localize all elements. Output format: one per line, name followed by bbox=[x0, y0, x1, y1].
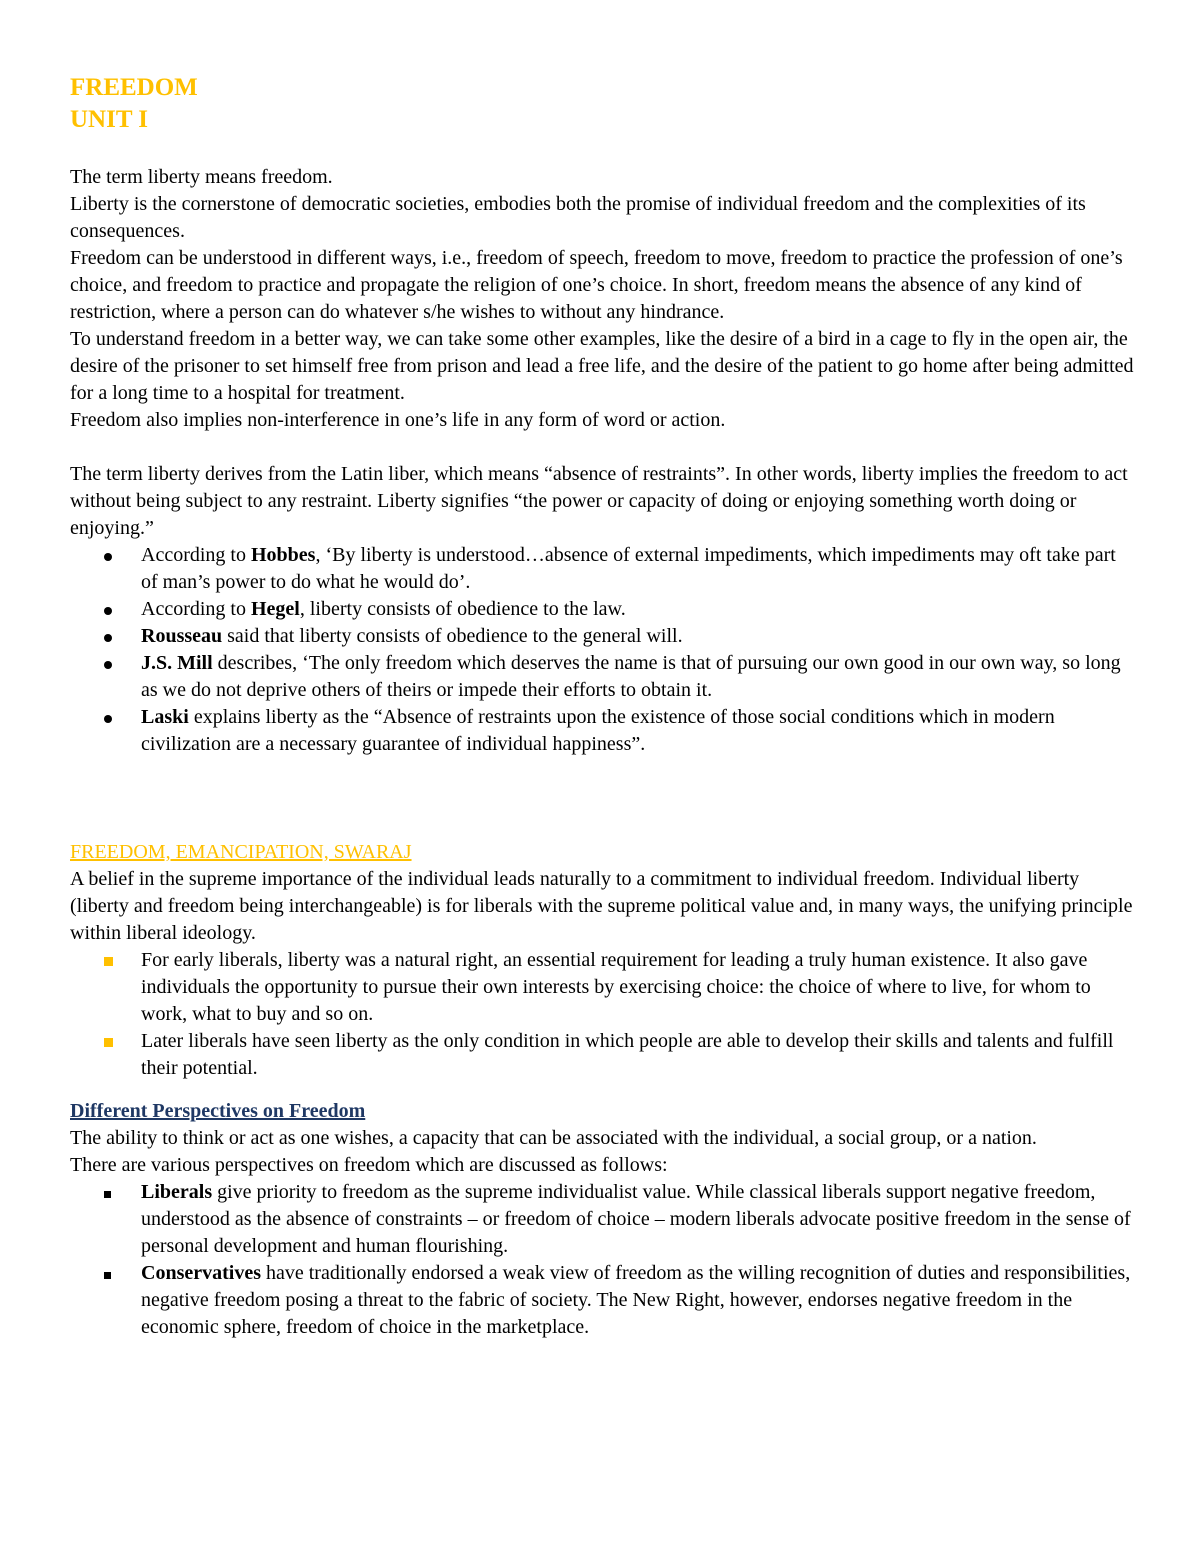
list-item bbox=[70, 1028, 1135, 1082]
title-line-1: FREEDOM bbox=[70, 74, 198, 101]
item-text: Later liberals have seen liberty as the only condition in which people are able to develop their skills and talents and fulfill their potential. bbox=[141, 1030, 1114, 1079]
item-text: explains liberty as the “Absence of restraints upon the existence of those social conditions which in modern civilization are a necessary guarantee of individual happiness”. bbox=[141, 706, 1055, 755]
thinker-name: Hegel bbox=[250, 598, 300, 620]
item-text: , ‘By liberty is understood…absence of external impediments, which impediments may oft take part of man’s power to do what he would do’. bbox=[141, 544, 1116, 593]
intro-paragraph: Freedom can be understood in different ways, i.e., freedom of speech, freedom to move, freedom to practice the profession of one’s choice, and freedom to practice and propagate the religion of one’s choice. In short, freedom means the absence of any kind of restriction, where a person can do whatever s/he wishes to without any hindrance. bbox=[70, 247, 1123, 323]
intro-paragraph: Freedom also implies non-interference in one’s life in any form of word or action. bbox=[70, 409, 726, 431]
liberty-definition: The term liberty derives from the Latin liber, which means “absence of restraints”. In other words, liberty implies the freedom to act without being subject to any restraint. Liberty signifies “the power or capacity of doing or enjoying something worth doing or enjoying.” bbox=[70, 463, 1128, 539]
square-bullet-icon bbox=[104, 947, 124, 974]
spacer bbox=[70, 136, 1135, 164]
spacer bbox=[70, 1082, 1135, 1098]
square-bullet-icon bbox=[104, 1260, 124, 1287]
bullet-icon bbox=[104, 650, 124, 677]
intro-paragraph: Liberty is the cornerstone of democratic societies, embodies both the promise of individual freedom and the complexities of its consequences. bbox=[70, 193, 1086, 242]
intro-section bbox=[70, 164, 1135, 434]
section-perspectives bbox=[70, 1098, 1135, 1341]
thinker-name: J.S. Mill bbox=[141, 652, 213, 674]
square-bullet-icon bbox=[104, 1028, 124, 1055]
thinker-name: Rousseau bbox=[141, 625, 223, 647]
document-page bbox=[70, 72, 1135, 1341]
liberals-list bbox=[70, 947, 1135, 1082]
bullet-icon bbox=[104, 704, 124, 731]
bullet-icon bbox=[104, 542, 124, 569]
list-item bbox=[70, 1260, 1135, 1341]
bullet-icon bbox=[104, 623, 124, 650]
thinker-name: Laski bbox=[141, 706, 189, 728]
spacer bbox=[70, 758, 1135, 839]
bullet-icon bbox=[104, 596, 124, 623]
list-item bbox=[70, 650, 1135, 704]
item-text: For early liberals, liberty was a natural right, an essential requirement for leading a truly human existence. It also gave individuals the opportunity to pursue their own interests by exercising choice: the choice of where to live, for whom to work, what to buy and so on. bbox=[141, 949, 1091, 1025]
item-text: said that liberty consists of obedience to the general will. bbox=[222, 625, 683, 647]
perspective-name: Liberals bbox=[141, 1181, 213, 1203]
thinker-name: Hobbes bbox=[250, 544, 316, 566]
list-item bbox=[70, 1179, 1135, 1260]
section-paragraph: The ability to think or act as one wishes, a capacity that can be associated with the individual, a social group, or a nation. bbox=[70, 1127, 1037, 1149]
item-text: describes, ‘The only freedom which deserves the name is that of pursuing our own good in our own way, so long as we do not deprive others of theirs or impede their efforts to obtain it. bbox=[141, 652, 1121, 701]
item-text: According to bbox=[141, 544, 251, 566]
section-heading: Different Perspectives on Freedom bbox=[70, 1100, 366, 1122]
section-paragraph: There are various perspectives on freedom which are discussed as follows: bbox=[70, 1154, 668, 1176]
list-item bbox=[70, 596, 1135, 623]
perspective-name: Conservatives bbox=[141, 1262, 261, 1284]
perspectives-list bbox=[70, 1179, 1135, 1341]
section-paragraph: A belief in the supreme importance of the individual leads naturally to a commitment to individual freedom. Individual liberty (liberty and freedom being interchangeable) is for liberals with the supreme political value and, in many ways, the unifying principle within liberal ideology. bbox=[70, 868, 1133, 944]
list-item bbox=[70, 704, 1135, 758]
list-item bbox=[70, 623, 1135, 650]
list-item bbox=[70, 947, 1135, 1028]
square-bullet-icon bbox=[104, 1179, 124, 1206]
section-freedom-emancipation bbox=[70, 839, 1135, 1082]
section-heading: FREEDOM, EMANCIPATION, SWARAJ bbox=[70, 841, 412, 863]
item-text: have traditionally endorsed a weak view of freedom as the willing recognition of duties and responsibilities, negative freedom posing a threat to the fabric of society. The New Right, however, endorses negative freedom in the economic sphere, freedom of choice in the marketplace. bbox=[141, 1262, 1131, 1338]
item-text: According to bbox=[141, 598, 251, 620]
intro-paragraph: The term liberty means freedom. bbox=[70, 166, 333, 188]
spacer bbox=[70, 434, 1135, 461]
document-title bbox=[70, 72, 1135, 136]
thinkers-list bbox=[70, 542, 1135, 758]
list-item bbox=[70, 542, 1135, 596]
title-line-2: UNIT I bbox=[70, 106, 149, 133]
item-text: , liberty consists of obedience to the law. bbox=[299, 598, 626, 620]
intro-paragraph: To understand freedom in a better way, we can take some other examples, like the desire of a bird in a cage to fly in the open air, the desire of the prisoner to set himself free from prison and lead a free life, and the desire of the patient to go home after being admitted for a long time to a hospital for treatment. bbox=[70, 328, 1134, 404]
item-text: give priority to freedom as the supreme individualist value. While classical liberals support negative freedom, understood as the absence of constraints – or freedom of choice – modern liberals advocate positive freedom in the sense of personal development and human flourishing. bbox=[141, 1181, 1131, 1257]
